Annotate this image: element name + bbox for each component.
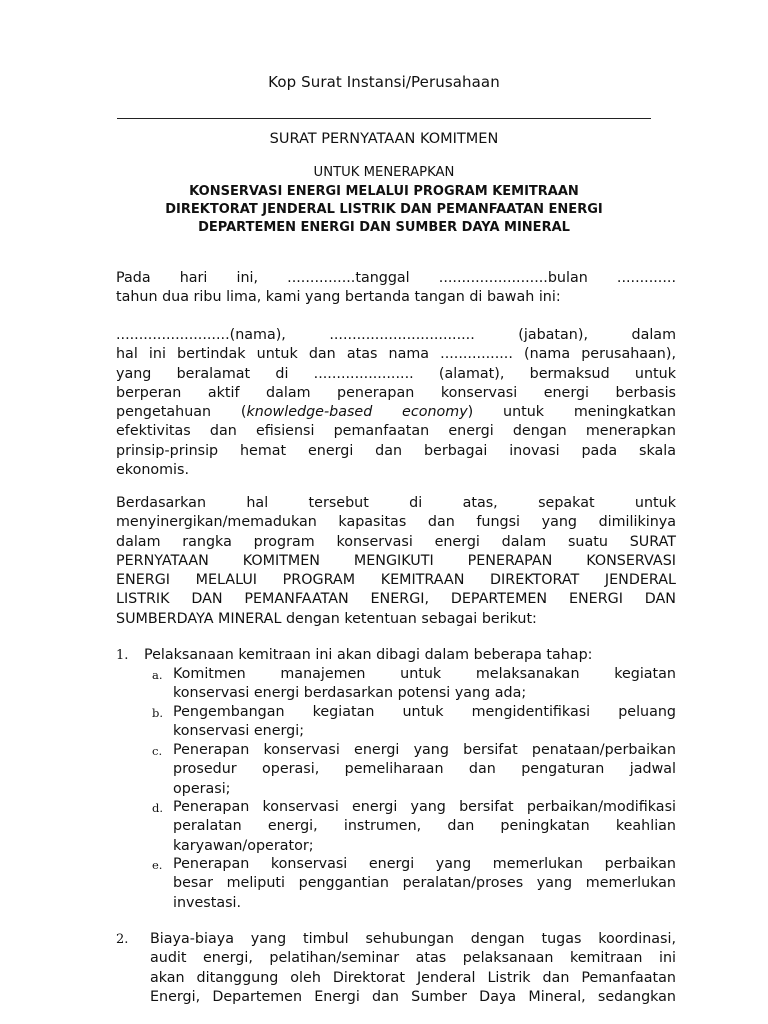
list-item-text: Pelaksanaan kemitraan ini akan dibagi dalam beberapa tahap: bbox=[144, 647, 593, 663]
sub-item-line: Komitmen manajemen untuk melaksanakan kegiatan bbox=[173, 666, 676, 682]
text-segment: ) untuk meningkatkan bbox=[467, 404, 676, 421]
paragraph-line: .........................(nama), ................................ (jabatan), dalam bbox=[116, 327, 676, 343]
sub-item-letter: d. bbox=[152, 801, 164, 815]
list-item-line: Energi, Departemen Energi dan Sumber Daya Mineral, sedangkan bbox=[150, 988, 676, 1005]
sub-item-body bbox=[173, 703, 676, 742]
sub-item-letter: a. bbox=[152, 668, 163, 682]
subtitle-line-3: DIREKTORAT JENDERAL LISTRIK DAN PEMANFAATAN ENERGI bbox=[165, 202, 603, 217]
paragraph-line: prinsip-prinsip hemat energi dan berbagai inovasi pada skala bbox=[116, 442, 676, 459]
paragraph-line: Pada hari ini, ...............tanggal ........................bulan ............. bbox=[116, 270, 676, 286]
sub-item-line: konservasi energi berdasarkan potensi yang ada; bbox=[173, 685, 527, 702]
sub-item-line: Pengembangan kegiatan untuk mengidentifikasi peluang bbox=[173, 704, 676, 720]
letterhead-divider bbox=[117, 118, 651, 119]
sub-item-line: konservasi energi; bbox=[173, 723, 305, 740]
paragraph-line: ENERGI MELALUI PROGRAM KEMITRAAN DIREKTORAT JENDERAL bbox=[116, 572, 676, 589]
sub-item-line: investasi. bbox=[173, 894, 242, 911]
paragraph-line: yang beralamat di ...................... (alamat), bermaksud untuk bbox=[116, 365, 676, 382]
paragraph-line: tahun dua ribu lima, kami yang bertanda tangan di bawah ini: bbox=[116, 289, 561, 306]
sub-item-body bbox=[173, 798, 676, 856]
paragraph-line: Berdasarkan hal tersebut di atas, sepakat untuk bbox=[116, 495, 676, 511]
opening-paragraph bbox=[116, 269, 676, 308]
paragraph-line: ekonomis. bbox=[116, 462, 190, 479]
subtitle-line-4: DEPARTEMEN ENERGI DAN SUMBER DAYA MINERAL bbox=[198, 220, 570, 235]
paragraph-line: menyinergikan/memadukan kapasitas dan fungsi yang dimilikinya bbox=[116, 514, 676, 531]
sub-item-letter: c. bbox=[152, 744, 163, 758]
sub-item-line: peralatan energi, instrumen, dan peningkatan keahlian bbox=[173, 818, 676, 835]
italic-term: knowledge-based economy bbox=[246, 404, 468, 421]
paragraph-line-italic bbox=[116, 403, 676, 422]
list-number: 2. bbox=[116, 932, 129, 947]
list-item-line: audit energi, pelatihan/seminar atas pelaksanaan kemitraan ini bbox=[150, 950, 676, 967]
list-item-line: akan ditanggung oleh Direktorat Jenderal Listrik dan Pemanfaatan bbox=[150, 969, 676, 986]
sub-item-line: Penerapan konservasi energi yang bersifat penataan/perbaikan bbox=[173, 742, 676, 758]
sub-item-line: Penerapan konservasi energi yang bersifat perbaikan/modifikasi bbox=[173, 799, 676, 815]
subtitle-line-2: KONSERVASI ENERGI MELALUI PROGRAM KEMITRAAN bbox=[189, 184, 579, 199]
sub-item-body bbox=[173, 741, 676, 799]
sub-item-line: karyawan/operator; bbox=[173, 837, 314, 854]
sub-item-line: Penerapan konservasi energi yang memerlukan perbaikan bbox=[173, 856, 676, 872]
sub-item-letter: b. bbox=[152, 706, 164, 720]
sub-item-body bbox=[173, 665, 676, 704]
list-item-line: Biaya-biaya yang timbul sehubungan dengan tugas koordinasi, bbox=[150, 931, 676, 947]
sub-item-line: prosedur operasi, pemeliharaan dan pengaturan jadwal bbox=[173, 761, 676, 778]
subtitle-line-1: UNTUK MENERAPKAN bbox=[313, 165, 455, 180]
paragraph-line: berperan aktif dalam penerapan konservasi energi berbasis bbox=[116, 384, 676, 401]
paragraph-line: SUMBERDAYA MINERAL dengan ketentuan sebagai berikut: bbox=[116, 610, 537, 627]
text-segment: pengetahuan ( bbox=[116, 404, 247, 421]
paragraph-line: LISTRIK DAN PEMANFAATAN ENERGI, DEPARTEMEN ENERGI DAN bbox=[116, 591, 676, 608]
list-number: 1. bbox=[116, 648, 129, 663]
paragraph-line: hal ini bertindak untuk dan atas nama ................ (nama perusahaan), bbox=[116, 346, 676, 363]
sub-item-body bbox=[173, 855, 676, 913]
letterhead-placeholder: Kop Surat Instansi/Perusahaan bbox=[268, 73, 500, 91]
sub-item-letter: e. bbox=[152, 858, 163, 872]
list-item-body bbox=[150, 930, 676, 1007]
document-title: SURAT PERNYATAAN KOMITMEN bbox=[269, 131, 499, 147]
paragraph-line: efektivitas dan efisiensi pemanfaatan energi dengan menerapkan bbox=[116, 423, 676, 440]
paragraph-line: dalam rangka program konservasi energi dalam suatu SURAT bbox=[116, 533, 676, 550]
identity-paragraph bbox=[116, 326, 676, 480]
sub-item-line: operasi; bbox=[173, 780, 231, 797]
agreement-paragraph bbox=[116, 494, 676, 629]
paragraph-line: PERNYATAAN KOMITMEN MENGIKUTI PENERAPAN KONSERVASI bbox=[116, 552, 676, 569]
sub-item-line: besar meliputi penggantian peralatan/proses yang memerlukan bbox=[173, 875, 676, 892]
